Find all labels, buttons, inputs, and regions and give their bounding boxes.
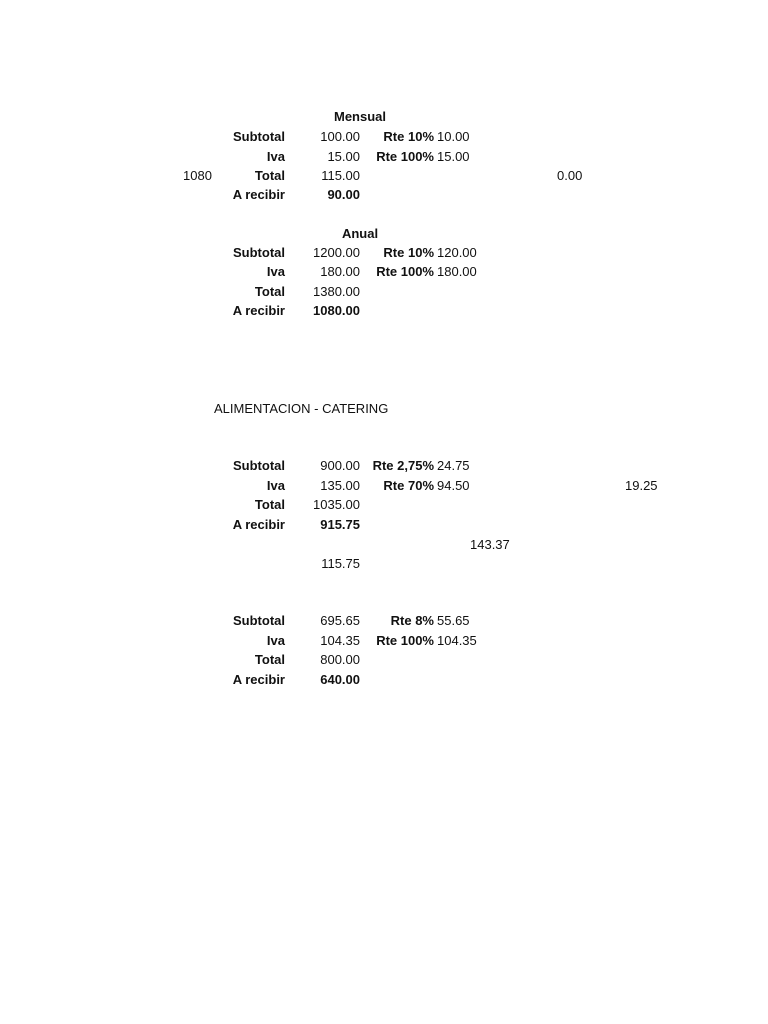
anual-ret2-value: 180.00 <box>437 264 477 279</box>
anual-total-value: 1380.00 <box>313 284 360 299</box>
mensual-arecibir-label: A recibir <box>232 187 285 202</box>
catering1-subtotal-value: 900.00 <box>320 458 360 473</box>
catering2-iva-label: Iva <box>266 633 285 648</box>
mensual-total-value: 115.00 <box>321 168 360 183</box>
mensual-arecibir-value: 90.00 <box>327 187 360 202</box>
catering2-arecibir-label: A recibir <box>232 672 285 687</box>
catering1-extra-mid-value: 143.37 <box>470 537 510 552</box>
catering1-ret1-label: Rte 2,75% <box>372 458 434 473</box>
catering1-ret2-value: 94.50 <box>437 478 470 493</box>
catering1-arecibir-value: 915.75 <box>320 517 360 532</box>
anual-subtotal-value: 1200.00 <box>313 245 360 260</box>
mensual-subtotal-label: Subtotal <box>233 129 285 144</box>
mensual-subtotal-value: 100.00 <box>320 129 360 144</box>
mensual-ret2-value: 15.00 <box>437 149 470 164</box>
catering2-ret1-value: 55.65 <box>437 613 470 628</box>
catering1-iva-value: 135.00 <box>320 478 360 493</box>
catering2-iva-value: 104.35 <box>320 633 360 648</box>
mensual-title: Mensual <box>333 109 386 124</box>
mensual-ret1-value: 10.00 <box>437 129 470 144</box>
mensual-ret2-label: Rte 100% <box>376 149 434 164</box>
catering2-subtotal-label: Subtotal <box>233 613 285 628</box>
mensual-iva-label: Iva <box>266 149 285 164</box>
catering-title: ALIMENTACION - CATERING <box>214 401 389 416</box>
catering1-subtotal-label: Subtotal <box>233 458 285 473</box>
catering2-subtotal-value: 695.65 <box>320 613 360 628</box>
catering1-arecibir-label: A recibir <box>232 517 285 532</box>
anual-arecibir-label: A recibir <box>232 303 285 318</box>
catering2-total-value: 800.00 <box>320 652 360 667</box>
mensual-side-left-value: 1080 <box>183 168 212 183</box>
mensual-ret1-label: Rte 10% <box>383 129 434 144</box>
anual-total-label: Total <box>254 284 285 299</box>
catering2-arecibir-value: 640.00 <box>320 672 360 687</box>
catering2-ret1-label: Rte 8% <box>390 613 434 628</box>
anual-ret1-value: 120.00 <box>437 245 477 260</box>
anual-iva-value: 180.00 <box>320 264 360 279</box>
anual-title: Anual <box>341 226 379 241</box>
mensual-iva-value: 15.00 <box>327 149 360 164</box>
mensual-total-label: Total <box>254 168 285 183</box>
catering2-ret2-value: 104.35 <box>437 633 477 648</box>
anual-ret1-label: Rte 10% <box>383 245 434 260</box>
anual-arecibir-value: 1080.00 <box>313 303 360 318</box>
catering2-ret2-label: Rte 100% <box>376 633 434 648</box>
catering2-total-label: Total <box>254 652 285 667</box>
catering1-ret1-value: 24.75 <box>437 458 470 473</box>
anual-iva-label: Iva <box>266 264 285 279</box>
catering1-total-value: 1035.00 <box>313 497 360 512</box>
anual-ret2-label: Rte 100% <box>376 264 434 279</box>
catering1-extra-below-value: 115.75 <box>321 556 360 571</box>
catering1-side-right-value: 19.25 <box>625 478 658 493</box>
catering1-ret2-label: Rte 70% <box>383 478 434 493</box>
catering1-iva-label: Iva <box>266 478 285 493</box>
catering1-total-label: Total <box>254 497 285 512</box>
mensual-side-right-value: 0.00 <box>557 168 583 183</box>
anual-subtotal-label: Subtotal <box>233 245 285 260</box>
